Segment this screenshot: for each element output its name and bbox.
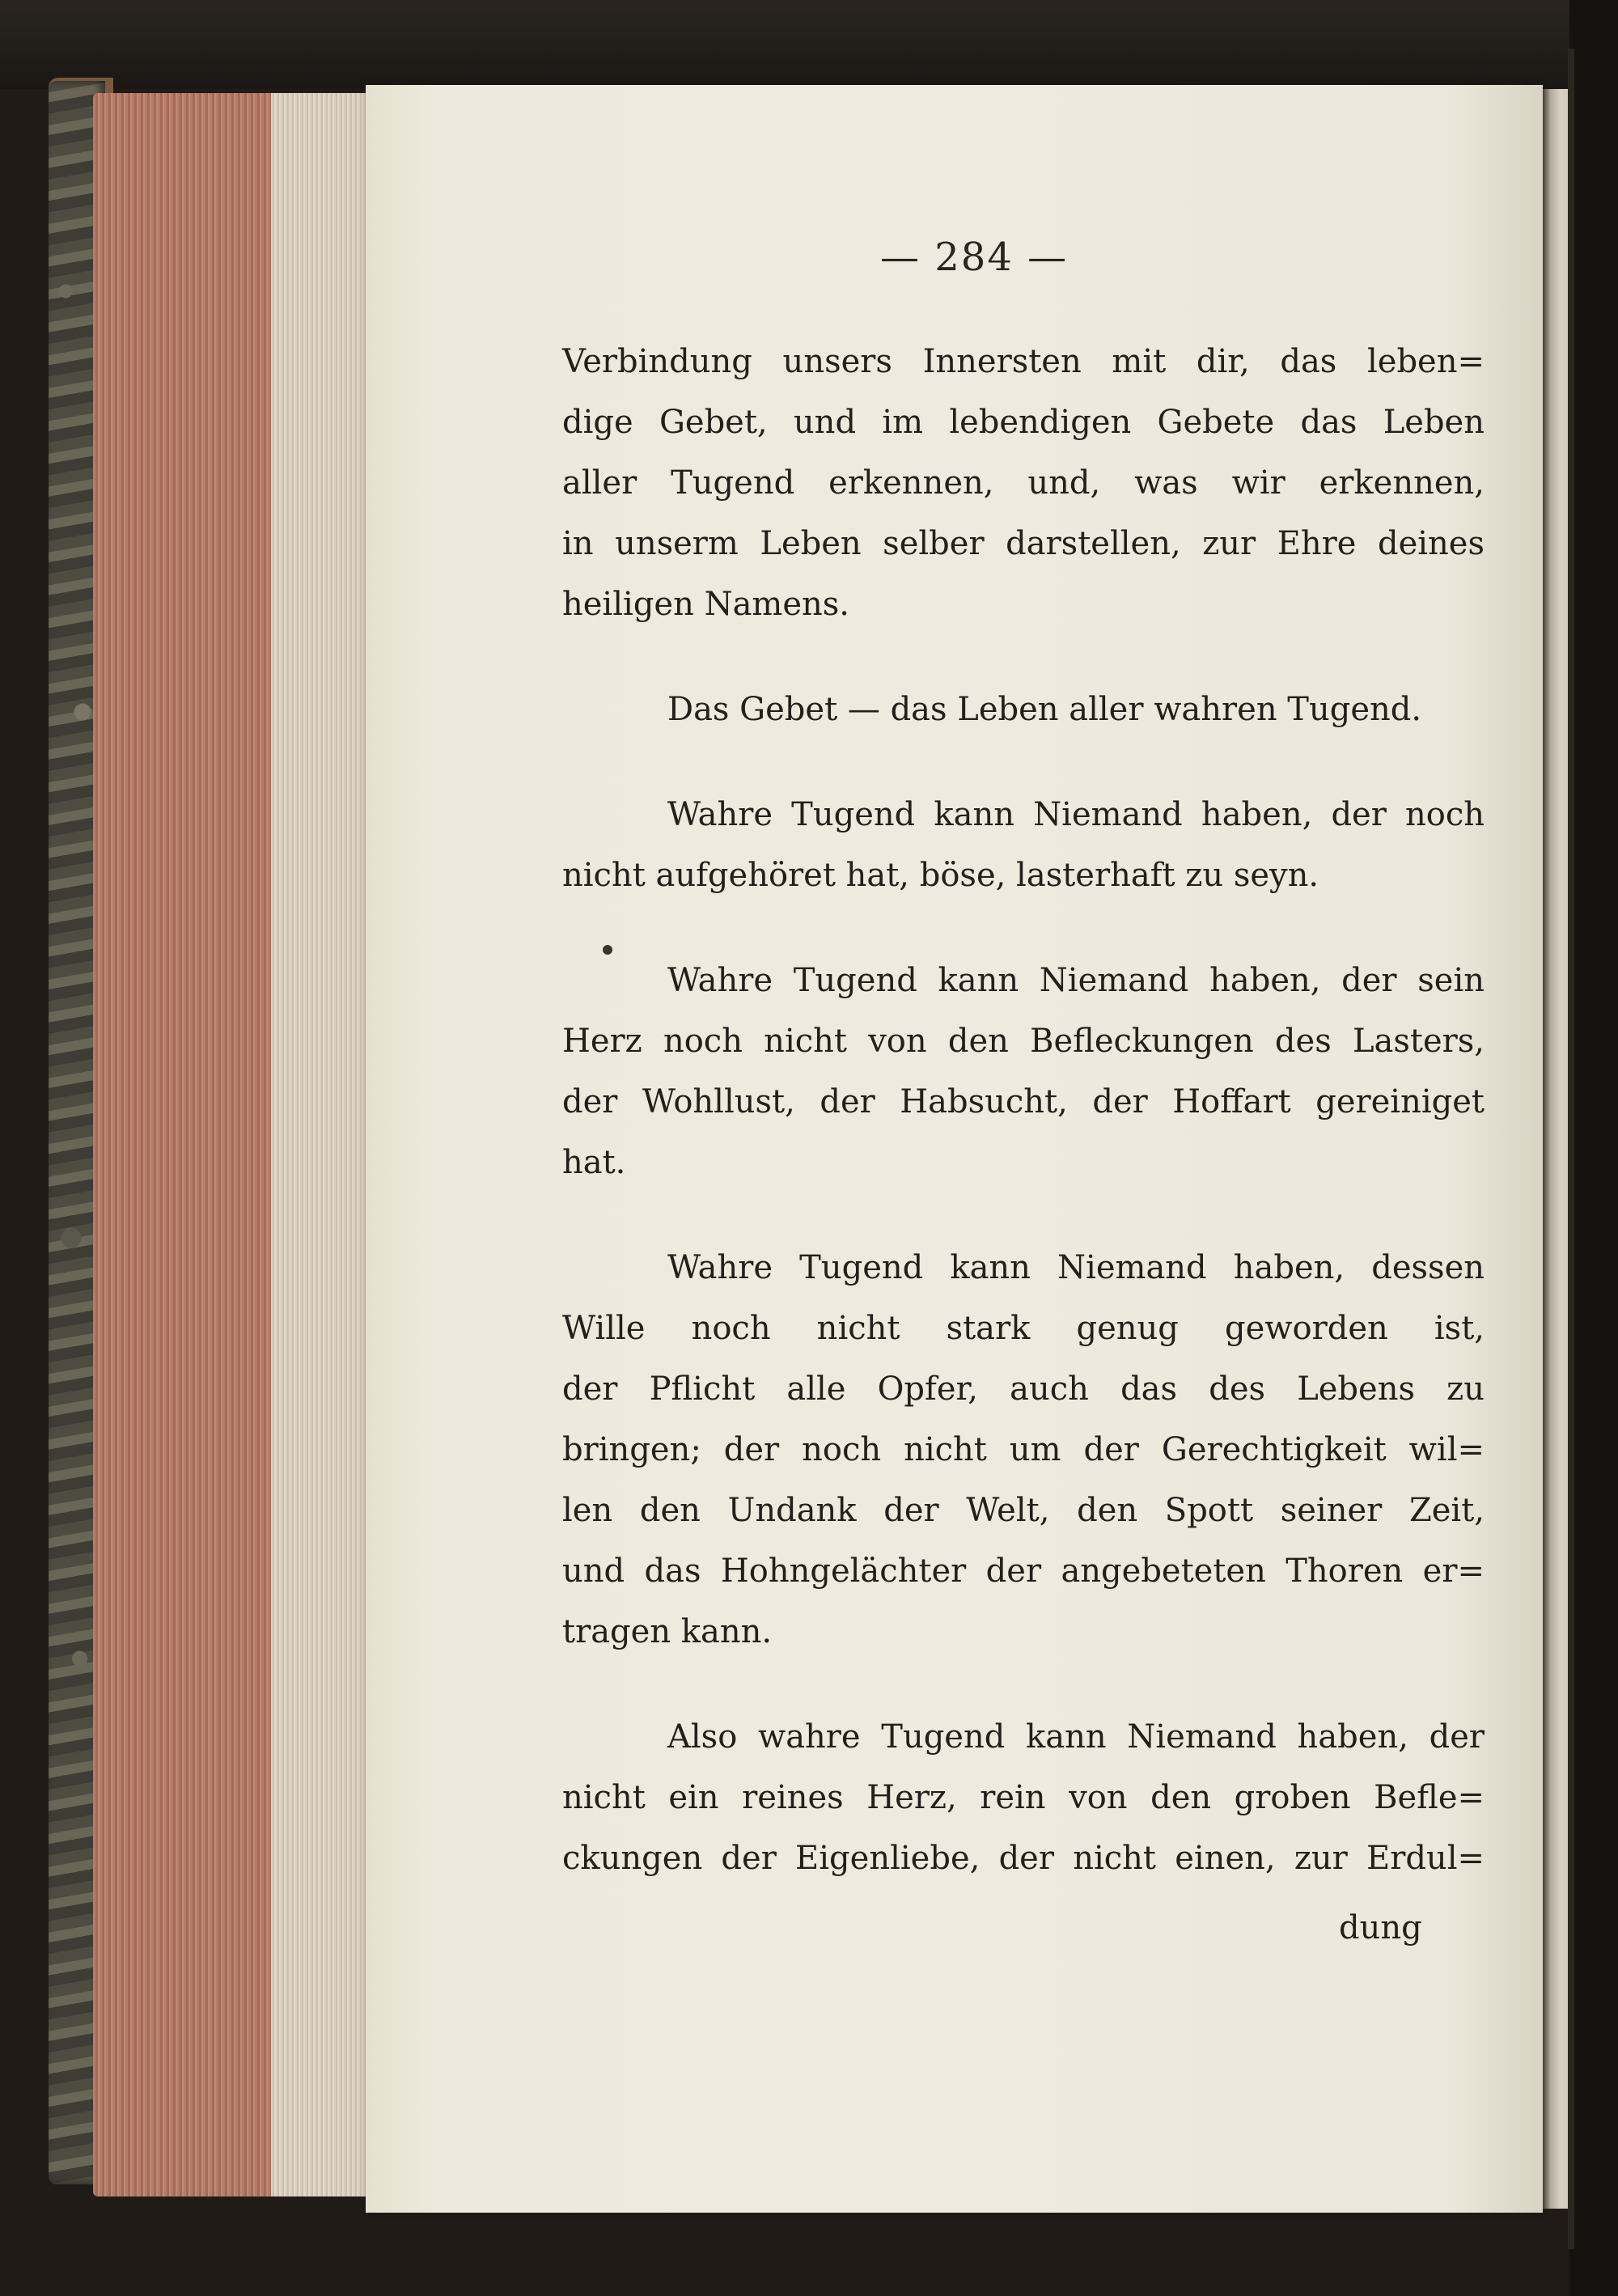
- binding-shadow: [1568, 49, 1574, 2249]
- text-line: Verbindung unsers Innersten mit dir, das leben=: [562, 343, 1485, 380]
- text-line: nicht ein reines Herz, rein von den groben Befle=: [562, 1779, 1485, 1816]
- page-text: [562, 332, 1485, 1889]
- paragraph-gap: [562, 635, 1485, 680]
- paragraph-gap: [562, 906, 1485, 951]
- background-right: [1569, 0, 1618, 2296]
- text-line: aller Tugend erkennen, und, was wir erkennen,: [562, 464, 1485, 502]
- paragraph-gap: [562, 1193, 1485, 1238]
- text-line: Also wahre Tugend kann Niemand haben, der: [667, 1718, 1485, 1756]
- text-line: Wahre Tugend kann Niemand haben, dessen: [667, 1249, 1485, 1286]
- paragraph-gap: [562, 740, 1485, 785]
- text-line: und das Hohngelächter der angebeteten Thoren er=: [562, 1553, 1485, 1590]
- page-edges: [93, 93, 368, 2196]
- text-line: Das Gebet — das Leben aller wahren Tugend.: [667, 691, 1422, 728]
- ink-spot: [603, 945, 612, 955]
- text-line: len den Undank der Welt, den Spott seiner Zeit,: [562, 1492, 1485, 1529]
- text-line: heiligen Namens.: [562, 586, 850, 623]
- page-number: — 284 —: [880, 235, 1069, 280]
- paragraph-gap: [562, 1663, 1485, 1707]
- text-line: Wahre Tugend kann Niemand haben, der noch: [667, 796, 1485, 833]
- text-line: der Pflicht alle Opfer, auch das des Lebens zu: [562, 1370, 1485, 1408]
- text-line: Wille noch nicht stark genug geworden ist,: [562, 1310, 1485, 1347]
- text-line: der Wohllust, der Habsucht, der Hoffart gereiniget: [562, 1083, 1485, 1120]
- catchword: dung: [1339, 1909, 1422, 1947]
- background: [0, 0, 1618, 89]
- text-line: bringen; der noch nicht um der Gerechtigkeit wil=: [562, 1431, 1485, 1468]
- text-line: Herz noch nicht von den Befleckungen des Lasters,: [562, 1023, 1485, 1060]
- text-line: hat.: [562, 1144, 626, 1181]
- text-line: ckungen der Eigenliebe, der nicht einen, zur Erdul=: [562, 1840, 1485, 1877]
- text-line: tragen kann.: [562, 1613, 773, 1650]
- text-line: Wahre Tugend kann Niemand haben, der sein: [667, 962, 1485, 999]
- text-line: nicht aufgehöret hat, böse, lasterhaft zu seyn.: [562, 857, 1319, 894]
- text-line: in unserm Leben selber darstellen, zur Ehre deines: [562, 525, 1485, 562]
- text-line: dige Gebet, und im lebendigen Gebete das Leben: [562, 404, 1485, 441]
